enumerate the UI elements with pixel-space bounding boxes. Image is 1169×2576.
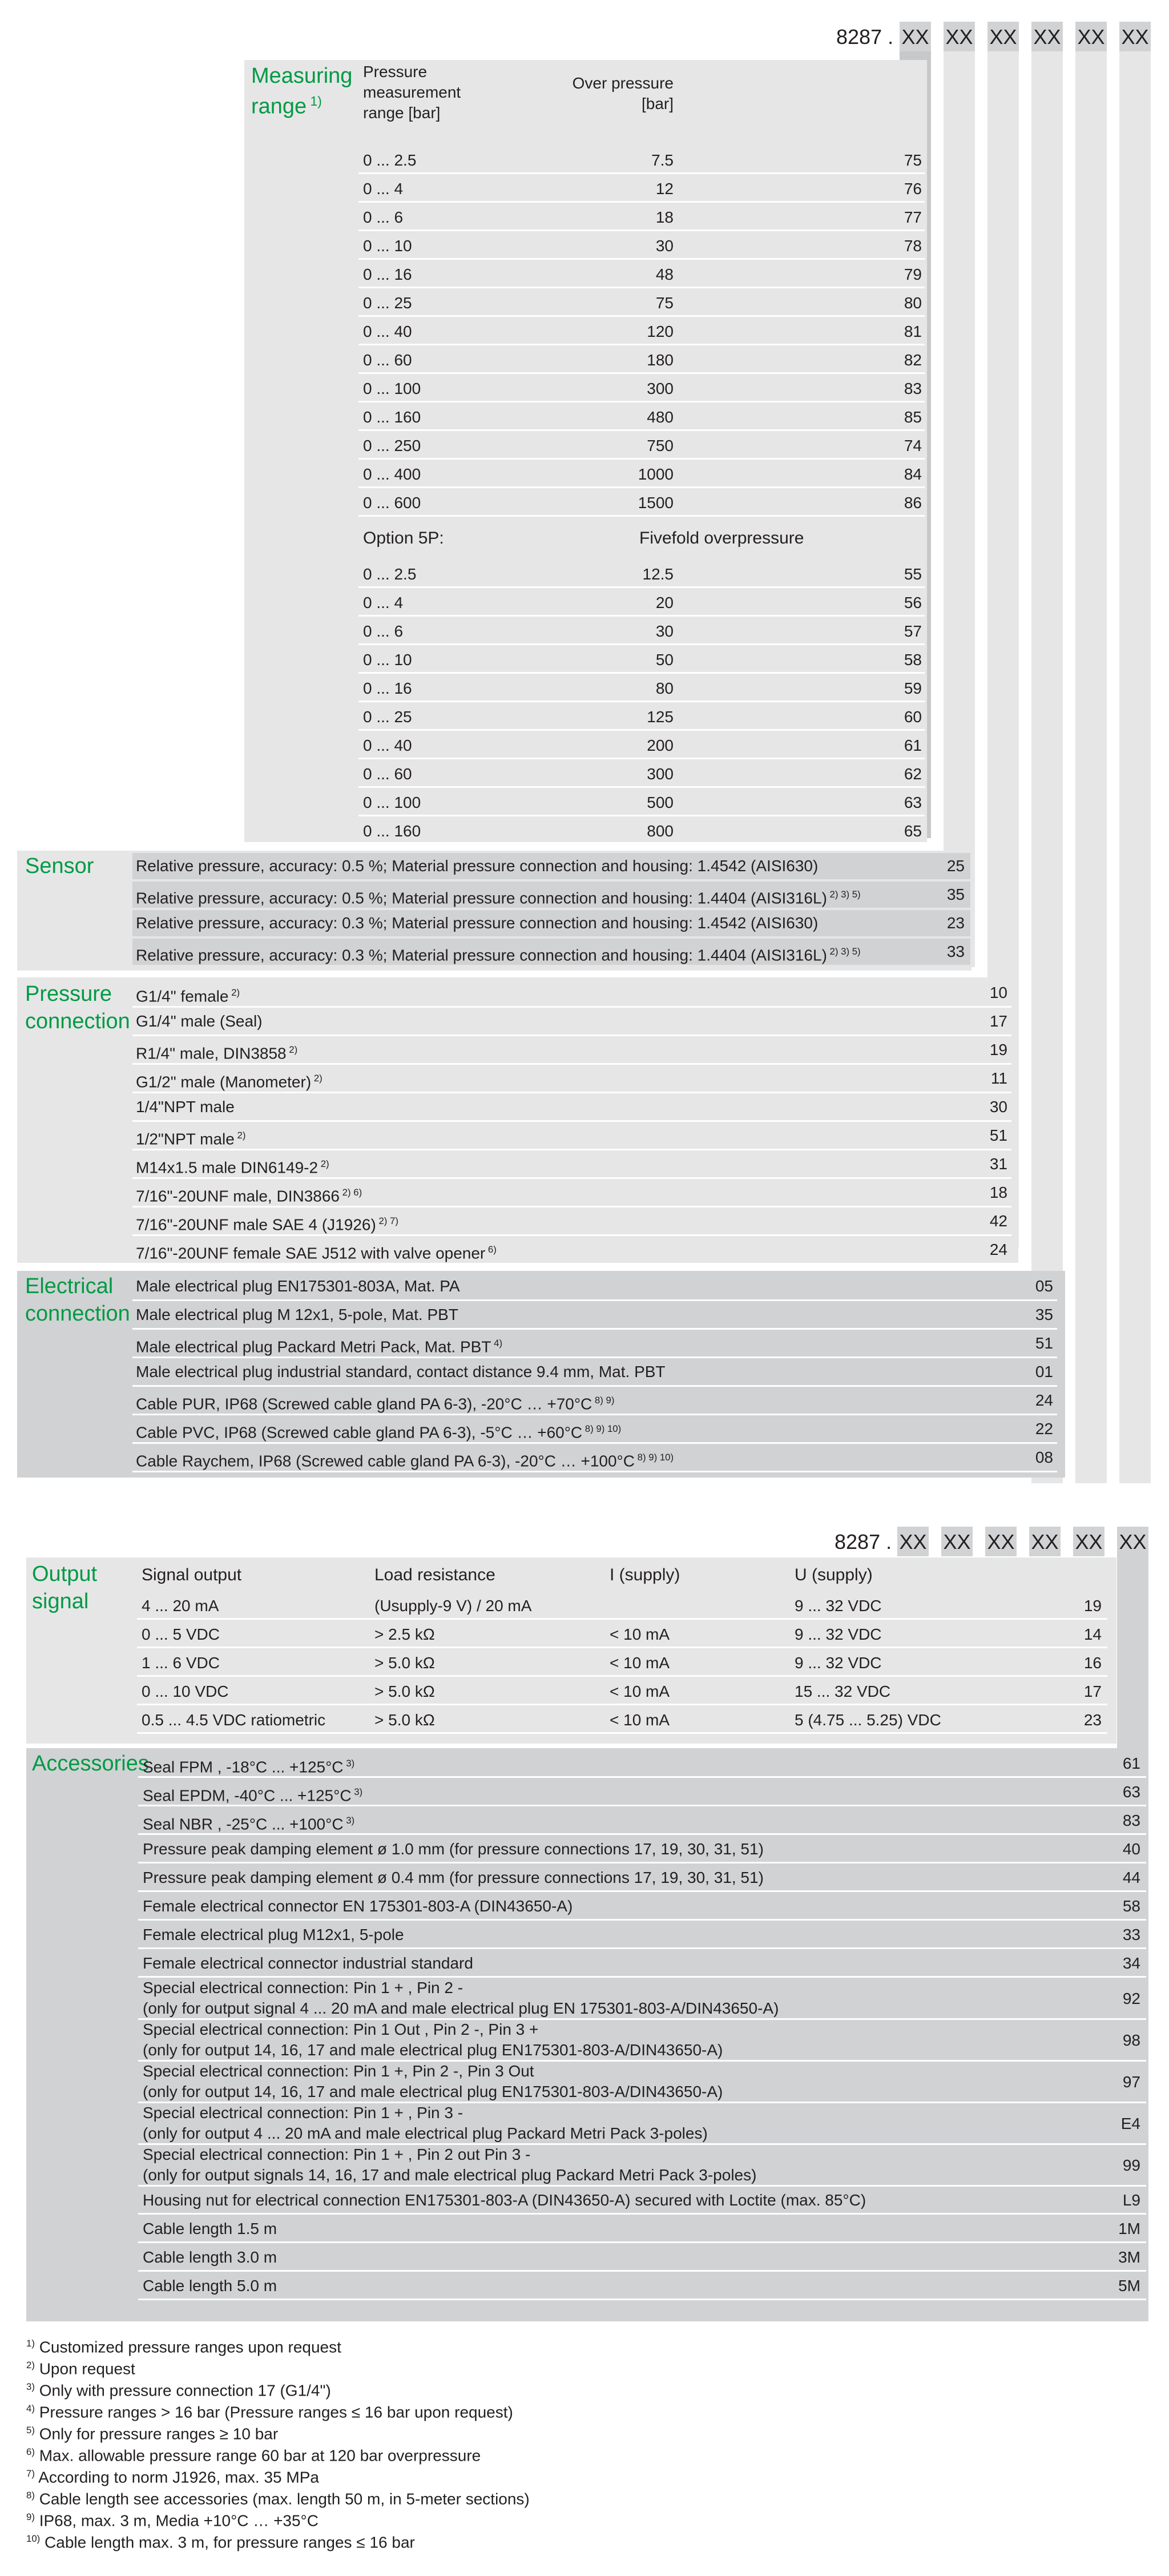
sensor-code: 25 bbox=[946, 857, 965, 875]
row-divider bbox=[132, 1035, 1011, 1036]
accessory-code: 34 bbox=[1122, 1954, 1140, 1972]
pressure-row bbox=[132, 1122, 1011, 1149]
measuring-range-value: 0 ... 160 bbox=[363, 408, 421, 426]
option-overpressure-value: 800 bbox=[647, 822, 674, 840]
footnote-text: Pressure ranges > 16 bar (Pressure ranges ≤ 16 bar upon request) bbox=[34, 2403, 513, 2421]
pressure-connection-option-footnote-ref: 2) 6) bbox=[340, 1187, 362, 1198]
pressure-connection-option-footnote-ref: 2) bbox=[311, 1073, 323, 1084]
accessory-option bbox=[143, 2244, 277, 2271]
order-code-prefix-2: 8287 . bbox=[835, 1530, 892, 1553]
order-column-6 bbox=[1119, 51, 1151, 1483]
output-signal-header: U (supply) bbox=[795, 1565, 873, 1584]
measuring-code: 84 bbox=[904, 465, 922, 483]
option-range-value: 0 ... 60 bbox=[363, 765, 412, 783]
accessory-code: 61 bbox=[1122, 1754, 1140, 1772]
option-code: 57 bbox=[904, 622, 922, 640]
measuring-range-label-1: Measuring bbox=[251, 64, 353, 88]
row-divider bbox=[132, 1299, 1057, 1301]
overpressure-value: 12 bbox=[655, 180, 674, 198]
sensor-option-text: Relative pressure, accuracy: 0.5 %; Material pressure connection and housing: 1.4404 (AISI316L) bbox=[136, 889, 827, 907]
pressure-connection-option-text: R1/4" male, DIN3858 bbox=[136, 1044, 287, 1062]
pressure-connection-option-text: 7/16"-20UNF female SAE J512 with valve opener bbox=[136, 1244, 486, 1262]
electrical-connection-option-text: Male electrical plug Packard Metri Pack, Mat. PBT bbox=[136, 1338, 491, 1356]
row-divider bbox=[138, 2270, 1146, 2272]
pressure-connection-code: 30 bbox=[989, 1098, 1007, 1116]
overpressure-value: 1000 bbox=[638, 465, 674, 483]
pressure-connection-option-text: 1/2"NPT male bbox=[136, 1130, 235, 1148]
electrical-connection-option-footnote-ref: 4) bbox=[491, 1338, 503, 1349]
sensor-code: 35 bbox=[946, 886, 965, 903]
accessory-code: 1M bbox=[1118, 2220, 1140, 2237]
option-5p-desc: Fivefold overpressure bbox=[639, 529, 804, 548]
option-code: 59 bbox=[904, 679, 922, 697]
accessory-code: 97 bbox=[1122, 2073, 1140, 2091]
accessory-option-text: Seal FPM , -18°C ... +125°C bbox=[143, 1758, 344, 1776]
electrical-connection-code: 08 bbox=[1035, 1448, 1053, 1466]
sensor-option-text: Relative pressure, accuracy: 0.3 %; Material pressure connection and housing: 1.4542 (AISI630) bbox=[136, 914, 819, 932]
option-overpressure-value: 50 bbox=[655, 651, 674, 669]
output-signal-cell: > 2.5 kΩ bbox=[374, 1625, 435, 1643]
electrical-connection-option bbox=[136, 1444, 674, 1474]
option-code: 55 bbox=[904, 565, 922, 583]
footnote-number: 3) bbox=[26, 2381, 35, 2392]
accessory-code: 44 bbox=[1122, 1869, 1140, 1886]
pressure-connection-option-text: 1/4"NPT male bbox=[136, 1098, 235, 1116]
accessory-code: 83 bbox=[1122, 1812, 1140, 1829]
pressure-connection-option-text: M14x1.5 male DIN6149-2 bbox=[136, 1158, 319, 1177]
accessory-option bbox=[143, 1922, 404, 1948]
overpressure-value: 18 bbox=[655, 208, 674, 226]
accessory-option bbox=[143, 2216, 277, 2242]
overpressure-value: 480 bbox=[647, 408, 674, 426]
footnote-number: 1) bbox=[26, 2338, 35, 2349]
sensor-option bbox=[136, 910, 818, 936]
output-signal-cell: < 10 mA bbox=[610, 1654, 670, 1672]
overpressure-value: 750 bbox=[647, 437, 674, 454]
order-slot-label-2: XX bbox=[1075, 1530, 1103, 1553]
footnote-text: According to norm J1926, max. 35 MPa bbox=[34, 2468, 319, 2486]
sensor-code: 33 bbox=[946, 943, 965, 960]
pressure-connection-code: 42 bbox=[989, 1212, 1007, 1230]
accessory-option-text: Female electrical connector EN 175301-803-A (DIN43650-A) bbox=[143, 1897, 573, 1915]
row-divider bbox=[138, 2241, 1146, 2243]
output-signal-header: I (supply) bbox=[610, 1565, 680, 1584]
accessory-option-note: (only for output 14, 16, 17 and male electrical plug EN175301-803-A/DIN43650-A) bbox=[143, 2041, 723, 2059]
pressure-connection-option-footnote-ref: 2) bbox=[318, 1158, 329, 1169]
option-overpressure-value: 125 bbox=[647, 708, 674, 726]
accessory-option bbox=[143, 1808, 354, 1837]
option-range-value: 0 ... 100 bbox=[363, 794, 421, 811]
measuring-code: 75 bbox=[904, 151, 922, 169]
output-signal-code: 16 bbox=[1083, 1654, 1102, 1672]
accessory-code: E4 bbox=[1120, 2115, 1140, 2132]
electrical-connection-option-text: Male electrical plug industrial standard, contact distance 9.4 mm, Mat. PBT bbox=[136, 1363, 666, 1380]
sensor-option-text: Relative pressure, accuracy: 0.5 %; Material pressure connection and housing: 1.4542 (AISI630) bbox=[136, 857, 819, 875]
electrical-connection-option bbox=[136, 1359, 666, 1385]
footnote-text: Max. allowable pressure range 60 bar at 120 bar overpressure bbox=[34, 2446, 481, 2465]
electrical-connection-option bbox=[136, 1330, 502, 1360]
output-signal-cell: > 5.0 kΩ bbox=[374, 1683, 435, 1700]
pressure-connection-code: 19 bbox=[989, 1041, 1007, 1058]
pressure-connection-option-text: 7/16"-20UNF male, DIN3866 bbox=[136, 1187, 340, 1205]
output-signal-label-1: Output bbox=[32, 1562, 98, 1586]
option-range-value: 0 ... 40 bbox=[363, 736, 412, 754]
option-range-value: 0 ... 16 bbox=[363, 679, 412, 697]
accessory-option: Special electrical connection: Pin 1 +, Pin 2 -, Pin 3 Out bbox=[143, 2062, 534, 2080]
accessory-option bbox=[143, 1893, 573, 1919]
option-overpressure-value: 20 bbox=[655, 594, 674, 611]
electrical-connection-option-text: Cable PUR, IP68 (Screwed cable gland PA 6-3), -20°C … +70°C bbox=[136, 1395, 592, 1413]
output-signal-cell: 9 ... 32 VDC bbox=[795, 1654, 882, 1672]
accessory-option: Special electrical connection: Pin 1 + , Pin 2 out Pin 3 - bbox=[143, 2146, 531, 2163]
pressure-connection-option-text: 7/16"-20UNF male SAE 4 (J1926) bbox=[136, 1215, 376, 1234]
accessory-option-text: Cable length 1.5 m bbox=[143, 2220, 277, 2237]
accessory-option-note: (only for output signals 14, 16, 17 and male electrical plug Packard Metri Pack 3-poles) bbox=[143, 2166, 757, 2184]
accessory-option: Special electrical connection: Pin 1 + , Pin 2 - bbox=[143, 1979, 463, 1997]
accessories-label: Accessories bbox=[32, 1752, 149, 1776]
overpressure-value: 48 bbox=[655, 265, 674, 283]
pressure-row bbox=[132, 1094, 1011, 1120]
electrical-connection-option-footnote-ref: 8) 9) 10) bbox=[634, 1452, 674, 1463]
pressure-connection-option-footnote-ref: 2) bbox=[286, 1044, 298, 1055]
pressure-connection-label-1: Pressure bbox=[25, 982, 112, 1006]
output-signal-cell: 9 ... 32 VDC bbox=[795, 1625, 882, 1643]
footnote-text: IP68, max. 3 m, Media +10°C … +35°C bbox=[34, 2511, 319, 2530]
pressure-connection-option bbox=[136, 980, 240, 1009]
row-divider bbox=[132, 1328, 1057, 1330]
accessory-option: Special electrical connection: Pin 1 + , Pin 3 - bbox=[143, 2104, 463, 2122]
accessory-option bbox=[143, 1865, 764, 1891]
output-signal-code: 14 bbox=[1083, 1625, 1102, 1643]
electrical-connection-code: 51 bbox=[1035, 1334, 1053, 1352]
output-signal-cell: < 10 mA bbox=[610, 1683, 670, 1700]
pressure-connection-option bbox=[136, 1094, 235, 1120]
electrical-connection-option-text: Male electrical plug M 12x1, 5-pole, Mat. PBT bbox=[136, 1306, 458, 1323]
footnote-text: Cable length see accessories (max. length 50 m, in 5-meter sections) bbox=[34, 2490, 530, 2508]
pressure-connection-option bbox=[136, 1237, 497, 1266]
accessory-code: 3M bbox=[1118, 2248, 1140, 2266]
order-slot-label: XX bbox=[1121, 25, 1149, 49]
accessory-code: 40 bbox=[1122, 1840, 1140, 1858]
footnote-number: 9) bbox=[26, 2511, 35, 2522]
measuring-code: 81 bbox=[904, 323, 922, 340]
measuring-range-value: 0 ... 40 bbox=[363, 323, 412, 340]
measuring-range-label-2 bbox=[251, 87, 322, 121]
pressure-connection-option-text: G1/4" male (Seal) bbox=[136, 1012, 263, 1030]
order-slot-label: XX bbox=[945, 25, 973, 49]
electrical-connection-option bbox=[136, 1273, 460, 1299]
footnote-number: 5) bbox=[26, 2425, 35, 2436]
output-signal-cell: (Usupply-9 V) / 20 mA bbox=[374, 1597, 532, 1615]
accessory-code: 58 bbox=[1122, 1897, 1140, 1915]
measuring-code: 79 bbox=[904, 265, 922, 283]
measuring-range-value: 0 ... 2.5 bbox=[363, 151, 417, 169]
accessory-option bbox=[143, 2187, 866, 2213]
output-signal-label-2: signal bbox=[32, 1589, 89, 1613]
measuring-code: 83 bbox=[904, 380, 922, 397]
order-code-prefix: 8287 . bbox=[836, 25, 894, 49]
electrical-connection-code: 22 bbox=[1035, 1420, 1053, 1438]
option-code: 63 bbox=[904, 794, 922, 811]
accessory-option-text: Female electrical plug M12x1, 5-pole bbox=[143, 1926, 404, 1943]
accessory-option-footnote-ref: 3) bbox=[343, 1815, 355, 1826]
output-signal-cell: 9 ... 32 VDC bbox=[795, 1597, 882, 1615]
order-column-4 bbox=[1031, 51, 1063, 1483]
pressure-connection-code: 31 bbox=[989, 1155, 1007, 1173]
order-slot-label: XX bbox=[901, 25, 929, 49]
option-code: 61 bbox=[904, 736, 922, 754]
accessory-option-note: (only for output signal 4 ... 20 mA and male electrical plug EN 175301-803-A/DIN43650-A) bbox=[143, 1999, 779, 2017]
row-divider bbox=[132, 1006, 1011, 1008]
measuring-code: 77 bbox=[904, 208, 922, 226]
measuring-range-value: 0 ... 25 bbox=[363, 294, 412, 312]
footnote-number: 10) bbox=[26, 2533, 41, 2544]
accessory-option-text: Pressure peak damping element ø 1.0 mm (for pressure connections 17, 19, 30, 31, 51) bbox=[143, 1840, 764, 1858]
order-slot-label-2: XX bbox=[899, 1530, 927, 1553]
row-divider bbox=[138, 2299, 1146, 2300]
accessory-option-note: (only for output 14, 16, 17 and male electrical plug EN175301-803-A/DIN43650-A) bbox=[143, 2083, 723, 2100]
electrical-connection-option bbox=[136, 1416, 621, 1446]
option-range-value: 0 ... 6 bbox=[363, 622, 404, 640]
electrical-connection-option-text: Cable Raychem, IP68 (Screwed cable gland PA 6-3), -20°C … +100°C bbox=[136, 1452, 635, 1470]
accessory-code: L9 bbox=[1122, 2191, 1140, 2209]
electrical-connection-label-1: Electrical bbox=[25, 1274, 114, 1298]
row-divider bbox=[137, 1618, 1107, 1620]
electrical-connection-option-text: Cable PVC, IP68 (Screwed cable gland PA 6-3), -5°C … +60°C bbox=[136, 1423, 583, 1442]
electrical-connection-option bbox=[136, 1302, 458, 1328]
footnote-text: Only for pressure ranges ≥ 10 bar bbox=[34, 2425, 279, 2443]
pressure-connection-code: 51 bbox=[989, 1126, 1007, 1144]
sensor-option bbox=[136, 939, 861, 968]
output-signal-header: Signal output bbox=[142, 1565, 242, 1584]
measuring-code: 74 bbox=[904, 437, 922, 454]
footnote-text: Customized pressure ranges upon request bbox=[34, 2338, 341, 2356]
overpressure-value: 30 bbox=[655, 237, 674, 255]
accessory-code: 92 bbox=[1122, 1990, 1140, 2007]
measuring-range-value: 0 ... 10 bbox=[363, 237, 412, 255]
measuring-label-word: range bbox=[251, 94, 307, 119]
sensor-option-footnote-ref: 2) 3) 5) bbox=[827, 946, 861, 957]
measuring-range-value: 0 ... 400 bbox=[363, 465, 421, 483]
footnote-text: Cable length max. 3 m, for pressure ranges ≤ 16 bar bbox=[40, 2533, 415, 2551]
footnote-number: 2) bbox=[26, 2360, 35, 2370]
measuring-range-value: 0 ... 600 bbox=[363, 494, 421, 512]
option-range-value: 0 ... 25 bbox=[363, 708, 412, 726]
measuring-code: 85 bbox=[904, 408, 922, 426]
accessory-option bbox=[143, 1750, 354, 1780]
pressure-connection-code: 17 bbox=[989, 1012, 1007, 1030]
pressure-connection-option bbox=[136, 1122, 245, 1152]
sensor-option bbox=[136, 853, 818, 879]
output-signal-code: 17 bbox=[1083, 1683, 1102, 1700]
pressure-connection-option bbox=[136, 1008, 263, 1035]
sensor-option-text: Relative pressure, accuracy: 0.3 %; Material pressure connection and housing: 1.4404 (AISI316L) bbox=[136, 946, 827, 964]
overpressure-value: 300 bbox=[647, 380, 674, 397]
option-code: 60 bbox=[904, 708, 922, 726]
accessory-option-footnote-ref: 3) bbox=[351, 1786, 363, 1797]
option-overpressure-value: 300 bbox=[647, 765, 674, 783]
overpressure-value: 7.5 bbox=[651, 151, 674, 169]
output-signal-cell: 1 ... 6 VDC bbox=[142, 1654, 220, 1672]
measuring-range-value: 0 ... 250 bbox=[363, 437, 421, 454]
option-overpressure-value: 80 bbox=[655, 679, 674, 697]
output-signal-cell: 4 ... 20 mA bbox=[142, 1597, 219, 1615]
accessory-code: 63 bbox=[1122, 1783, 1140, 1801]
pressure-connection-code: 10 bbox=[989, 984, 1007, 1001]
overpressure-value: 180 bbox=[647, 351, 674, 369]
pressure-connection-option-footnote-ref: 6) bbox=[485, 1244, 497, 1255]
output-signal-cell: 0 ... 10 VDC bbox=[142, 1683, 229, 1700]
output-signal-cell: 5 (4.75 ... 5.25) VDC bbox=[795, 1711, 941, 1729]
option-code: 65 bbox=[904, 822, 922, 840]
option-range-value: 0 ... 10 bbox=[363, 651, 412, 669]
output-signal-cell: > 5.0 kΩ bbox=[374, 1654, 435, 1672]
electrical-connection-option bbox=[136, 1387, 614, 1417]
option-range-value: 0 ... 2.5 bbox=[363, 565, 417, 583]
electrical-connection-option-footnote-ref: 8) 9) 10) bbox=[582, 1423, 622, 1434]
electrical-connection-code: 24 bbox=[1035, 1391, 1053, 1409]
option-overpressure-value: 200 bbox=[647, 736, 674, 754]
accessory-option-text: Seal NBR , -25°C ... +100°C bbox=[143, 1815, 344, 1833]
measuring-label-footnote: 1) bbox=[307, 94, 322, 108]
measuring-code: 82 bbox=[904, 351, 922, 369]
row-divider bbox=[132, 1149, 1011, 1150]
measuring-code: 86 bbox=[904, 494, 922, 512]
accessory-option-note: (only for output 4 ... 20 mA and male electrical plug Packard Metri Pack 3-poles) bbox=[143, 2124, 708, 2142]
output-signal-code: 19 bbox=[1083, 1597, 1102, 1615]
output-signal-header: Load resistance bbox=[374, 1565, 495, 1584]
sensor-label: Sensor bbox=[25, 854, 94, 878]
order-slot-label-2: XX bbox=[1031, 1530, 1059, 1553]
electrical-connection-option-footnote-ref: 8) 9) bbox=[592, 1395, 615, 1406]
pressure-connection-option bbox=[136, 1037, 297, 1066]
accessory-option bbox=[143, 1950, 473, 1977]
row-divider bbox=[132, 1385, 1057, 1387]
pressure-connection-option bbox=[136, 1065, 323, 1095]
pressure-connection-code: 11 bbox=[990, 1069, 1007, 1087]
option-code: 62 bbox=[904, 765, 922, 783]
measuring-head-range: Pressure measurement range [bar] bbox=[363, 63, 461, 122]
order-slot-label: XX bbox=[1033, 25, 1061, 49]
measuring-range-value: 0 ... 60 bbox=[363, 351, 412, 369]
pressure-connection-option bbox=[136, 1180, 362, 1209]
accessory-code: 99 bbox=[1122, 2156, 1140, 2174]
pressure-connection-label-2: connection bbox=[25, 1009, 130, 1033]
pressure-connection-code: 24 bbox=[989, 1241, 1007, 1258]
footnote-number: 6) bbox=[26, 2446, 35, 2457]
measuring-code: 76 bbox=[904, 180, 922, 198]
pressure-connection-option-text: G1/4" female bbox=[136, 987, 229, 1005]
electrical-connection-code: 35 bbox=[1035, 1306, 1053, 1323]
order-column-5 bbox=[1075, 51, 1107, 1483]
option-5p-label: Option 5P: bbox=[363, 529, 444, 548]
pressure-connection-option bbox=[136, 1151, 329, 1181]
order-slot-label: XX bbox=[1077, 25, 1105, 49]
electrical-connection-label-2: connection bbox=[25, 1302, 130, 1326]
accessory-option bbox=[143, 1836, 764, 1862]
pressure-connection-option-footnote-ref: 2) bbox=[228, 987, 240, 998]
sensor-option bbox=[136, 882, 861, 911]
sensor-option-footnote-ref: 2) 3) 5) bbox=[827, 889, 861, 900]
footnote-number: 8) bbox=[26, 2490, 35, 2501]
overpressure-value: 75 bbox=[655, 294, 674, 312]
pressure-connection-option-text: G1/2" male (Manometer) bbox=[136, 1073, 312, 1091]
output-signal-code: 23 bbox=[1083, 1711, 1102, 1729]
pressure-row bbox=[132, 1008, 1011, 1035]
pressure-connection-option-footnote-ref: 2) 7) bbox=[376, 1215, 398, 1226]
accessory-option-text: Housing nut for electrical connection EN175301-803-A (DIN43650-A) secured with Loctite (max. 85°C) bbox=[143, 2191, 866, 2209]
accessory-option-footnote-ref: 3) bbox=[343, 1758, 355, 1769]
measuring-head-overpressure: Over pressure [bar] bbox=[572, 74, 674, 112]
order-column-2 bbox=[944, 51, 975, 967]
accessory-code: 5M bbox=[1118, 2277, 1140, 2295]
option-overpressure-value: 500 bbox=[647, 794, 674, 811]
output-signal-cell: > 5.0 kΩ bbox=[374, 1711, 435, 1729]
output-signal-cell: < 10 mA bbox=[610, 1625, 670, 1643]
row-divider bbox=[132, 1120, 1011, 1122]
accessory-code: 33 bbox=[1122, 1926, 1140, 1943]
option-code: 56 bbox=[904, 594, 922, 611]
option-range-value: 0 ... 160 bbox=[363, 822, 421, 840]
pressure-connection-option-footnote-ref: 2) bbox=[234, 1130, 246, 1141]
accessory-option bbox=[143, 1779, 362, 1809]
output-signal-cell: 15 ... 32 VDC bbox=[795, 1683, 891, 1700]
electrical-connection-code: 01 bbox=[1035, 1363, 1053, 1380]
measuring-range-value: 0 ... 4 bbox=[363, 180, 404, 198]
overpressure-value: 1500 bbox=[638, 494, 674, 512]
order-slot-label-2: XX bbox=[987, 1530, 1015, 1553]
order-slot-label-2: XX bbox=[1119, 1530, 1147, 1553]
accessory-option-text: Cable length 3.0 m bbox=[143, 2248, 277, 2266]
accessory-code: 98 bbox=[1122, 2031, 1140, 2049]
accessory-option-text: Pressure peak damping element ø 0.4 mm (for pressure connections 17, 19, 30, 31, 51) bbox=[143, 1869, 764, 1886]
footnote-text: Only with pressure connection 17 (G1/4") bbox=[34, 2381, 331, 2400]
footnote-text: Upon request bbox=[34, 2360, 135, 2378]
pressure-connection-option bbox=[136, 1208, 398, 1238]
option-overpressure-value: 12.5 bbox=[642, 565, 674, 583]
electrical-connection-option-text: Male electrical plug EN175301-803A, Mat. PA bbox=[136, 1277, 460, 1295]
option-range-value: 0 ... 4 bbox=[363, 594, 404, 611]
accessory-option-text: Female electrical connector industrial standard bbox=[143, 1954, 473, 1972]
output-signal-cell: 0 ... 5 VDC bbox=[142, 1625, 220, 1643]
option-overpressure-value: 30 bbox=[655, 622, 674, 640]
measuring-code: 80 bbox=[904, 294, 922, 312]
option-code: 58 bbox=[904, 651, 922, 669]
accessory-option bbox=[143, 2273, 277, 2299]
measuring-range-value: 0 ... 6 bbox=[363, 208, 404, 226]
electrical-connection-code: 05 bbox=[1035, 1277, 1053, 1295]
accessory-option-text: Cable length 5.0 m bbox=[143, 2277, 277, 2295]
pressure-connection-code: 18 bbox=[989, 1184, 1007, 1201]
measuring-code: 78 bbox=[904, 237, 922, 255]
pressure-row bbox=[132, 980, 1011, 1006]
output-signal-cell: 0.5 ... 4.5 VDC ratiometric bbox=[142, 1711, 326, 1729]
accessory-option-text: Seal EPDM, -40°C ... +125°C bbox=[143, 1786, 352, 1805]
order-slot-label-2: XX bbox=[943, 1530, 971, 1553]
measuring-range-value: 0 ... 16 bbox=[363, 265, 412, 283]
footnote-number: 4) bbox=[26, 2403, 35, 2414]
footnote bbox=[26, 2528, 415, 2553]
overpressure-value: 120 bbox=[647, 323, 674, 340]
footnote-number: 7) bbox=[26, 2468, 35, 2479]
output-signal-cell: < 10 mA bbox=[610, 1711, 670, 1729]
sensor-code: 23 bbox=[946, 914, 965, 932]
measuring-range-value: 0 ... 100 bbox=[363, 380, 421, 397]
accessory-option: Special electrical connection: Pin 1 Out , Pin 2 -, Pin 3 + bbox=[143, 2020, 539, 2038]
order-slot-label: XX bbox=[989, 25, 1017, 49]
